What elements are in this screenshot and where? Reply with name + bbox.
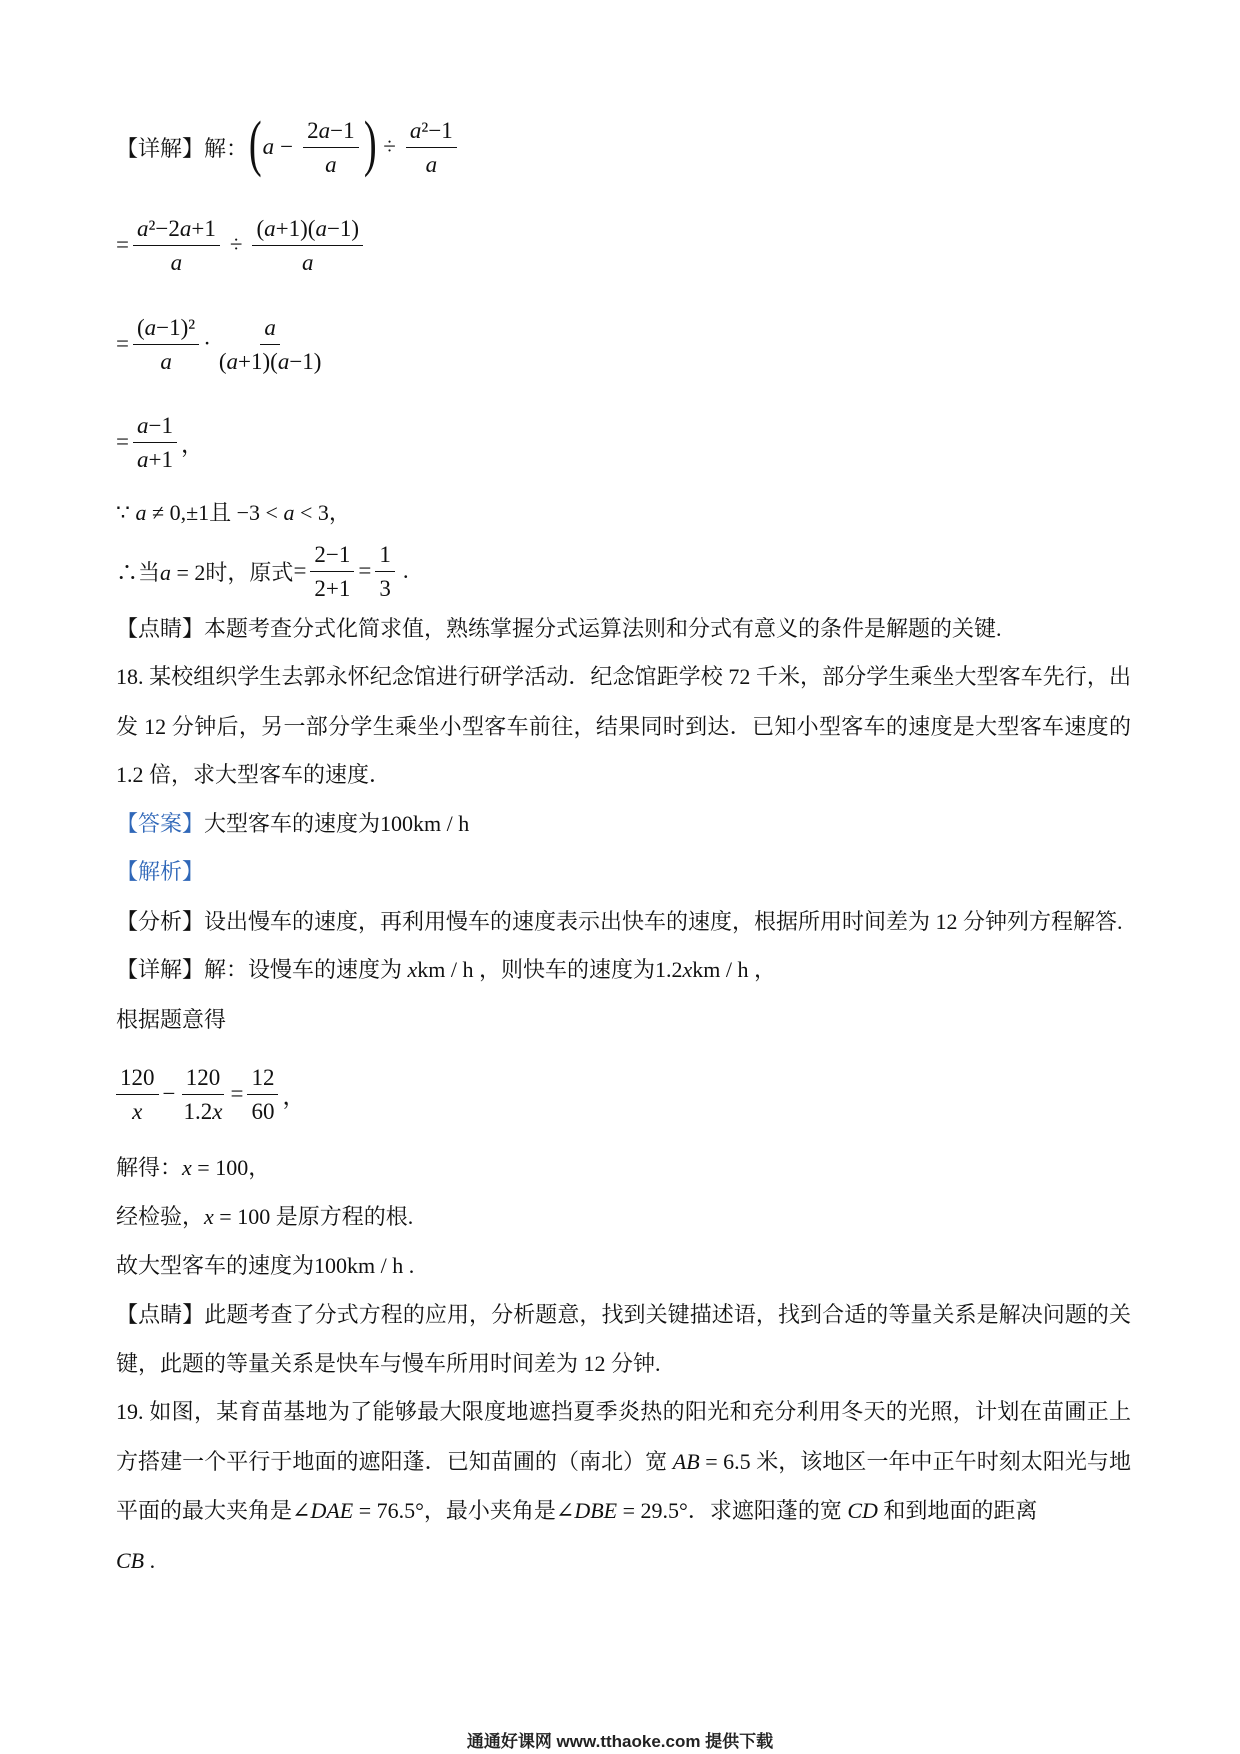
divide-sign: ÷ [229,232,243,257]
math-variable: a [315,215,327,241]
q19-stem-line: 平面的最大夹角是∠DAE = 76.5°，最小夹角是∠DBE = 29.5°．求遮阳蓬的宽 CD 和到地面的距离 [116,1498,1038,1523]
math-variable: a [409,117,422,143]
q17-result [116,539,409,603]
minus-sign: − [280,134,294,159]
speed-unit: km / h [692,957,749,982]
fraction-numerator: (a+1)(a−1) [252,217,363,246]
fraction-denominator [128,1095,146,1123]
q18-analysis-heading [116,860,1131,884]
math-variable: a [136,215,149,241]
q18-conclusion [116,1254,1131,1278]
result-prefix: ∴当a = 2时，原式 [116,559,294,585]
fraction [133,414,177,471]
q18-detail [116,958,1131,982]
fraction-denominator: a+1 [136,446,173,472]
q19-stem-line: 19. 如图，某育苗基地为了能够最大限度地遮挡夏季炎热的阳光和充分利用冬天的光照，计划在苗圃正上 [116,1399,1131,1424]
fraction-numerator: a²−2a+1 [133,217,220,246]
equals-sign: = [293,558,307,583]
fraction [252,217,363,274]
minus-sign: − [162,1081,176,1106]
math-variable: a [318,117,331,143]
equals-sign: = [116,331,129,356]
detail-text: ，则快车的速度为 [473,957,656,982]
math-variable: a [160,559,172,585]
answer-label: 【答案】 [116,811,205,836]
left-paren: ( [248,110,262,178]
math-variable: a [325,151,337,177]
math-variable: a [425,151,438,177]
q18-analysis: 【分析】设出慢车的速度，再利用慢车的速度表示出快车的速度，根据所用时间差为 12 分钟列方程解答. [116,909,1123,934]
fraction-denominator [422,148,442,176]
fraction [375,543,395,600]
q18-comment-line: 键，此题的等量关系是快车与慢车所用时间差为 12 分钟. [116,1351,661,1376]
math-variable: x [132,1098,143,1124]
math-variable: a [277,348,290,374]
period: . [402,558,409,583]
math-variable: a [160,348,172,374]
equals-sign: = [358,558,372,583]
q19-stem-line: CB . [116,1548,156,1573]
fraction-denominator [167,246,187,274]
math-term [263,134,275,160]
math-variable: x [407,957,418,982]
fraction-denominator: (a+1)(a−1) [218,348,322,374]
math-variable: x [182,1155,192,1180]
math-variable: CD [847,1498,878,1523]
q18-equation [116,1062,305,1126]
math-variable: a [302,249,314,275]
fraction [179,1066,226,1123]
math-variable: x [212,1098,223,1124]
q18-stem-line: 1.2 倍，求大型客车的速度． [116,762,392,787]
fraction [310,543,354,600]
fraction [133,217,220,274]
q18-stem-line: 18. 某校组织学生去郭永怀纪念馆进行研学活动．纪念馆距学校 72 千米，部分学生乘坐大型客车先行，出 [116,664,1131,689]
fraction-denominator [321,148,341,176]
math-variable: CB [116,1548,145,1573]
answer-value: 100km / h [380,811,470,836]
q18-comment-line: 【点睛】此题考查了分式方程的应用，分析题意，找到关键描述语，找到合适的等量关系是解决问题的关 [116,1302,1131,1327]
fraction-numerator [260,316,280,345]
fraction-denominator [156,345,176,373]
fraction-numerator: (a−1)² [133,316,199,345]
footer-watermark: 通通好课网 www.tthaoke.com 提供下载 [466,1732,774,1751]
fraction-numerator: a−1 [133,414,177,443]
q17-step4 [116,410,204,474]
math-variable: a [136,446,149,472]
math-variable: a [264,215,276,241]
math-variable: AB [672,1449,700,1474]
math-variable: a [262,134,275,159]
period: . [403,1253,415,1278]
math-variable: a [226,348,239,374]
math-variable: x [682,957,693,982]
fraction-denominator: 3 [379,575,391,601]
multiply-dot: · [203,331,211,356]
q18-check: 经检验，x = 100 是原方程的根. [116,1204,414,1229]
divide-sign: ÷ [383,134,396,159]
q17-step3 [116,312,329,376]
fraction [406,119,457,176]
conclusion-value: 100km / h [314,1253,404,1278]
fraction-numerator: 1 [375,543,395,572]
comma: ， [180,431,204,457]
equals-sign: = [116,232,129,257]
analysis-label: 【解析】 [116,859,205,884]
fraction-numerator: 12 [247,1066,278,1095]
q19-stem-line: 方搭建一个平行于地面的遮阳蓬．已知苗圃的（南北）宽 AB = 6.5 米，该地区一年中正午时刻太阳光与地 [116,1449,1131,1474]
q17-comment: 【点睛】本题考查分式化简求值，熟练掌握分式运算法则和分式有意义的条件是解题的关键. [116,616,1002,641]
fraction [215,316,326,373]
fraction-denominator: 2+1 [314,575,351,601]
detail-text: ， [748,957,777,982]
fraction-numerator: 120 [182,1066,225,1095]
q17-step2 [116,213,367,277]
equals-sign: = [230,1081,244,1106]
fraction-denominator [298,246,318,274]
fraction [247,1066,278,1123]
q18-stem-line: 发 12 分钟后，另一部分学生乘坐小型客车前往，结果同时到达．已知小型客车的速度是大型客车速度的 [116,714,1131,739]
q17-step1 [116,112,461,182]
q17-condition: ∵ a ≠ 0,±1且 −3 < a < 3， [116,500,351,525]
q18-intro: 根据题意得 [116,1007,227,1032]
fraction-numerator: 120 [116,1066,159,1095]
fraction-numerator: 2−1 [310,543,354,572]
math-variable: a [136,412,149,438]
equals-sign: = [116,429,129,454]
answer-text: 大型客车的速度为 [204,811,381,836]
math-variable: a [170,249,183,275]
fraction-numerator: a²−1 [406,119,457,148]
math-variable: a [179,215,192,241]
comma: ， [282,1083,306,1109]
fraction [116,1066,159,1123]
detail-label: 【详解】解： [116,135,249,161]
math-variable: DAE [310,1498,354,1523]
math-variable: DBE [574,1498,618,1523]
right-paren: ) [363,110,377,178]
fraction-denominator: 1.2x [183,1098,223,1124]
fast-speed-term: 1.2x [655,957,693,982]
fraction-numerator: 2a−1 [303,119,358,148]
math-variable: a [264,314,276,340]
fraction [303,119,358,176]
detail-text: 【详解】解：设慢车的速度为 [116,957,408,982]
variable-x [408,957,418,982]
math-variable: a [144,314,157,340]
q18-solve: 解得：x = 100， [116,1155,271,1180]
math-variable: a [283,500,295,525]
speed-unit: km / h [417,957,474,982]
fraction-denominator: 60 [251,1098,275,1124]
conclusion-text: 故大型客车的速度为 [116,1253,315,1278]
math-variable: x [204,1204,214,1229]
q18-answer [116,812,1131,836]
fraction [133,316,199,373]
math-variable: a [135,500,147,525]
